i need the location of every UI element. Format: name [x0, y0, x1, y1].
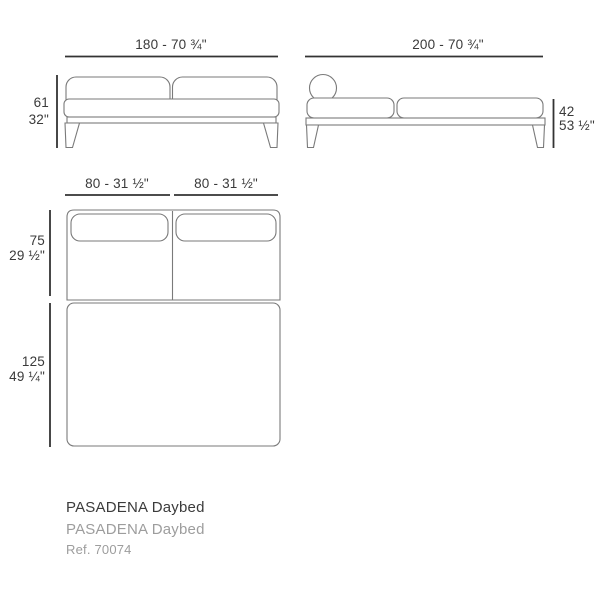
product-name-primary: PASADENA Daybed [66, 499, 205, 516]
side-view-drawing [306, 75, 545, 148]
plan-width-left-dimension-label: 80 - 31 ½" [85, 176, 149, 191]
side-leg-right [533, 125, 545, 148]
side-height-cm-label: 42 [559, 104, 575, 119]
front-leg-right [264, 123, 279, 148]
side-frame-rail [306, 118, 545, 125]
plan-daybed-platform [67, 303, 280, 446]
plan-back-cushion-right [176, 214, 276, 241]
side-height-inch-label: 53 ½" [559, 117, 595, 133]
front-height-cm-label: 61 [33, 95, 49, 110]
side-seat-cushion-right [397, 98, 543, 118]
plan-view-drawing [67, 210, 280, 446]
plan-upper-depth-inch-label: 29 ½" [9, 248, 45, 263]
side-seat-cushion-left [307, 98, 394, 118]
plan-back-cushion-left [71, 214, 168, 241]
front-width-dimension-label: 180 - 70 ¾" [135, 37, 207, 52]
front-height-inch-label: 32" [28, 112, 49, 127]
side-length-dimension-label: 200 - 70 ¾" [412, 37, 484, 52]
front-seat-cushion [64, 99, 279, 117]
plan-lower-depth-cm-label: 125 [21, 354, 45, 369]
plan-width-right-dimension-label: 80 - 31 ½" [194, 176, 258, 191]
front-leg-left [65, 123, 80, 148]
product-reference: Ref. 70074 [66, 542, 132, 557]
plan-lower-depth-inch-label: 49 ¼" [9, 369, 45, 384]
front-frame-rail [67, 117, 276, 123]
plan-upper-depth-cm-label: 75 [29, 233, 45, 248]
side-leg-left [307, 125, 319, 148]
product-name-secondary: PASADENA Daybed [66, 521, 205, 538]
front-view-drawing [64, 77, 279, 148]
